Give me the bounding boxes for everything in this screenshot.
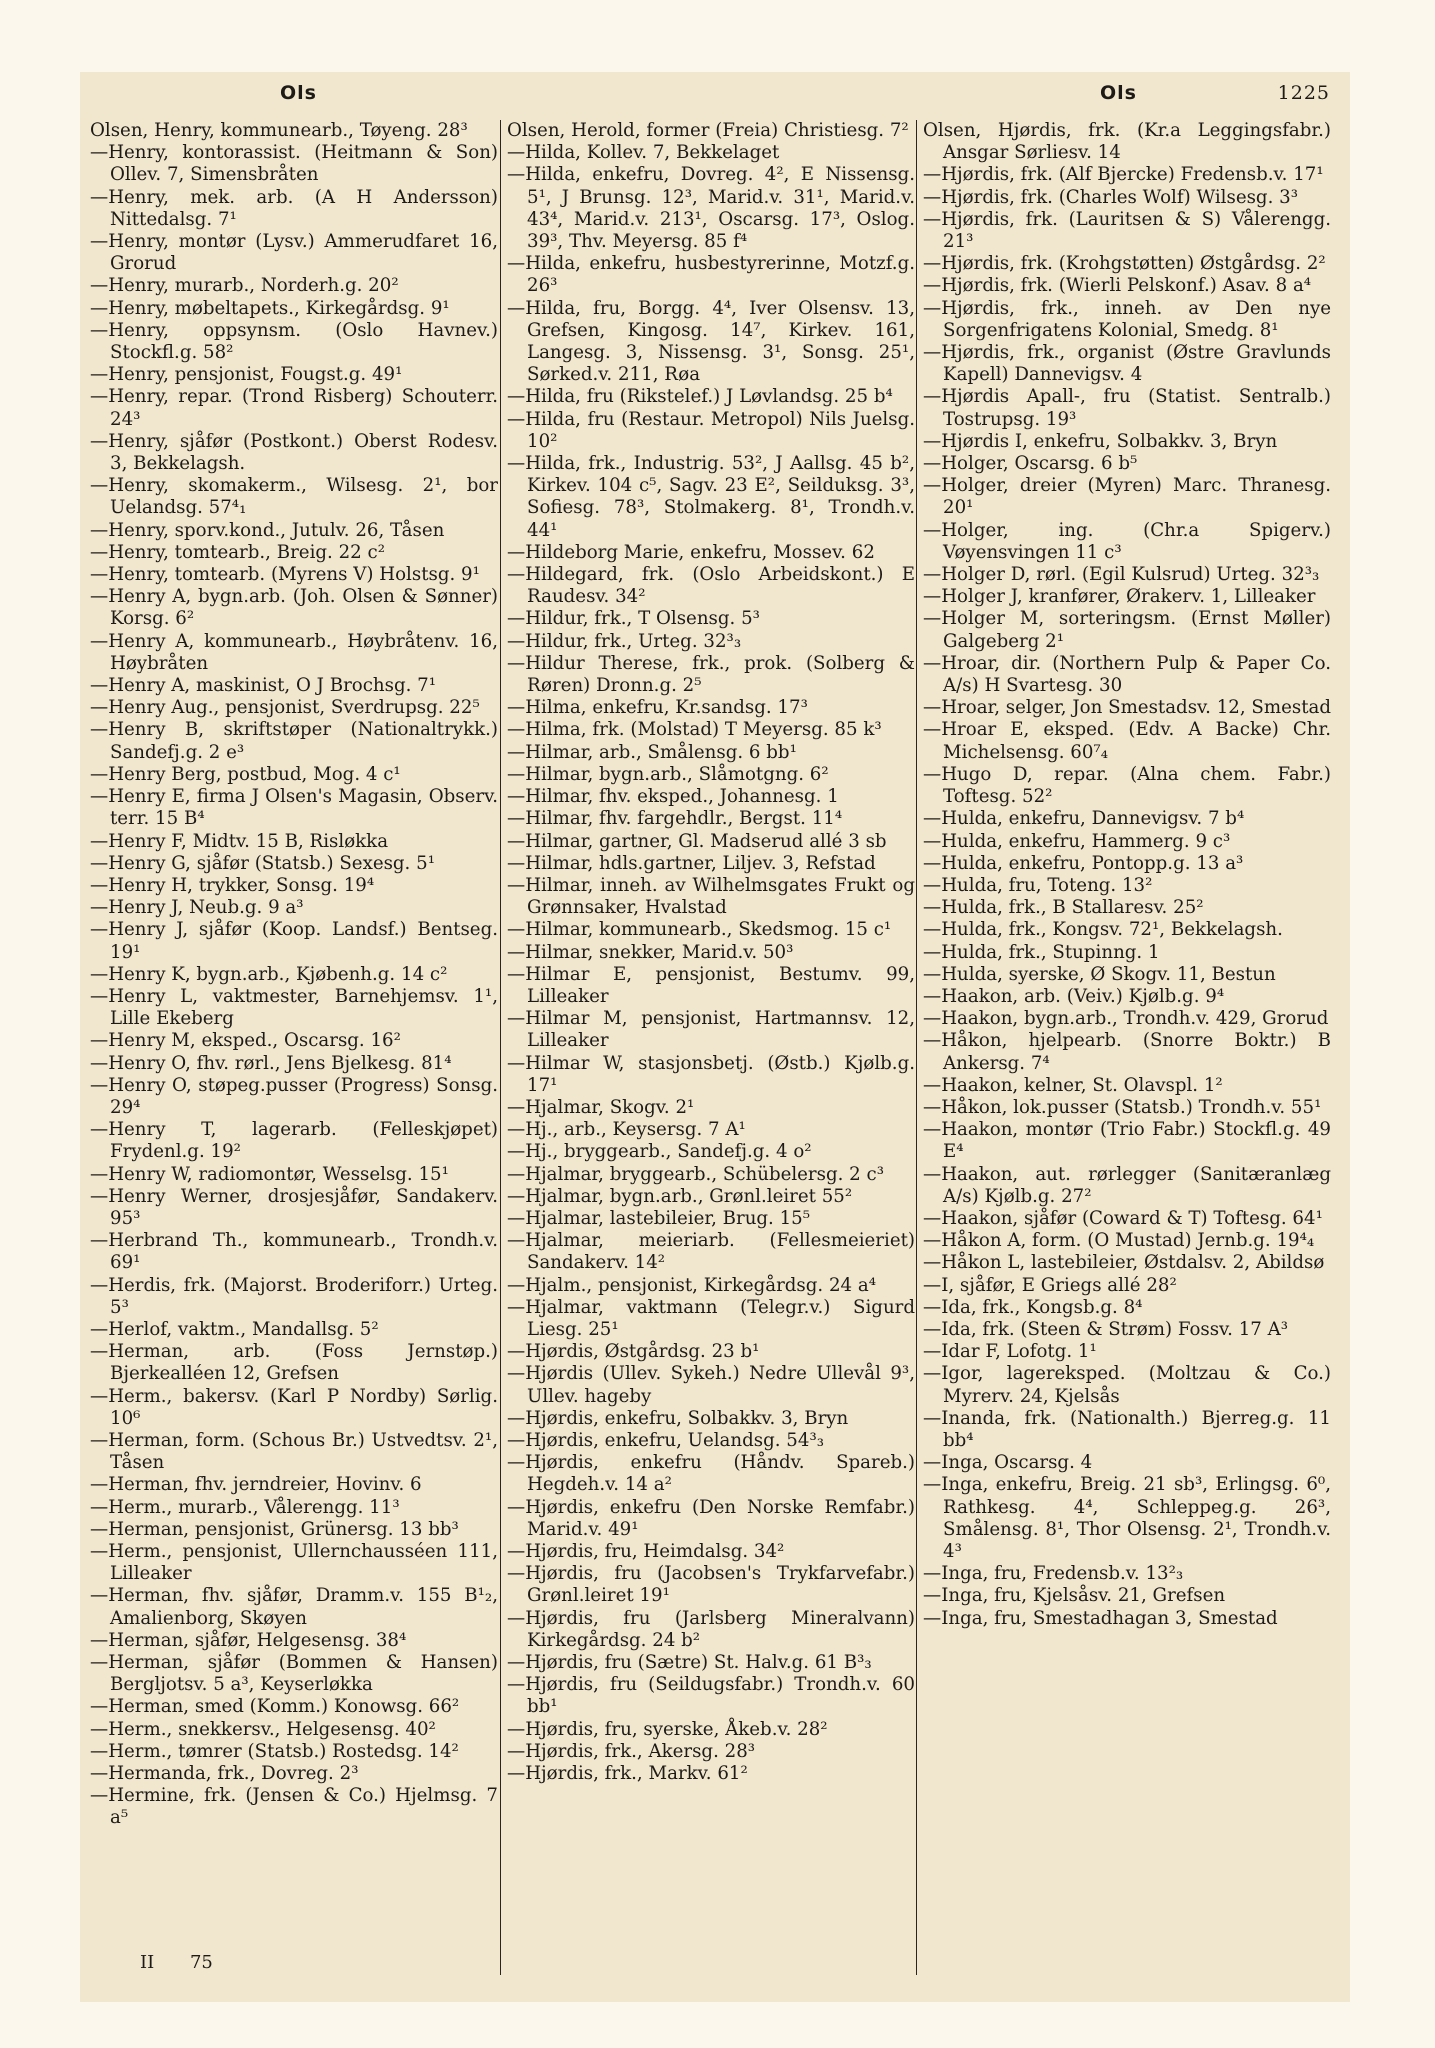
page-number: 1225 (1277, 82, 1330, 104)
page-footer (140, 1952, 243, 1973)
directory-entry: —Hulda, enkefru, Hammerg. 9 c³ (923, 830, 1231, 852)
directory-entry: —Hjørdis, fru, Heimdalsg. 34² (507, 1541, 785, 1562)
directory-entry: —Hildur, frk., T Olsensg. 5³ (507, 608, 760, 630)
directory-entry: —Hjalmar, lastebileier, Brug. 15⁵ (507, 1207, 811, 1229)
directory-entry: —Hjørdis, frk. (Krohgstøtten) Østgårdsg. 2² (923, 253, 1326, 275)
directory-entry: —Henry, mek. arb. (A H Andersson) Nittedalsg. 7¹ (90, 186, 498, 230)
directory-entry: —Haakon, arb. (Veiv.) Kjølb.g. 9⁴ (923, 985, 1225, 1007)
directory-entry: —Haakon, bygn.arb., Trondh.v. 429, Grorud (923, 1008, 1329, 1030)
directory-entry: —Henry O, støpeg.pusser (Progress) Sonsg. 29⁴ (90, 1074, 498, 1118)
directory-entry: —Hilmar, hdls.gartner, Liljev. 3, Refstad (507, 852, 876, 874)
directory-entry: —Hjørdis, frk., inneh. av Den nye Sorgenfrigatens Kolonial, Smedg. 8¹ (923, 297, 1331, 341)
directory-entry: —Håkon, hjelpearb. (Snorre Boktr.) B Ankersg. 7⁴ (923, 1030, 1331, 1074)
directory-entry: —Hjørdis, frk. (Charles Wolf) Wilsesg. 3³ (923, 186, 1298, 208)
directory-entry: —Hjørdis, frk. (Alf Bjercke) Fredensb.v. 17¹ (923, 164, 1324, 186)
directory-entry: Olsen, Hjørdis, frk. (Kr.a Leggingsfabr.) Ansgar Sørliesv. 14 (923, 120, 1331, 164)
directory-entry: —Hilmar, fhv. eksped., Johannesg. 1 (507, 786, 839, 808)
directory-entry: —Hjørdis, fru (Seildugsfabr.) Trondh.v. 60 bb¹ (507, 1674, 915, 1718)
directory-entry: —Hildur, frk., Urteg. 32³₃ (507, 630, 742, 652)
directory-entry: —Hjalmar, bryggearb., Schübelersg. 2 c³ (507, 1163, 884, 1185)
directory-entry: —Ida, frk., Kongsb.g. 8⁴ (923, 1296, 1143, 1318)
directory-entry: —Hilda, enkefru, husbestyrerinne, Motzf.g. 26³ (507, 253, 915, 297)
directory-entry: —Haakon, kelner, St. Olavspl. 1² (923, 1074, 1223, 1096)
directory-entry: —Hilmar, fhv. fargehdlr., Bergst. 11⁴ (507, 808, 843, 830)
directory-entry: —Hilmar M, pensjonist, Hartmannsv. 12, Lilleaker (507, 1008, 915, 1052)
directory-entry: —Hugo D, repar. (Alna chem. Fabr.) Toftesg. 52² (923, 763, 1331, 808)
directory-entry: —Hilmar, kommunearb., Skedsmog. 15 c¹ (507, 919, 892, 941)
directory-entry: —I, sjåfør, E Griegs allé 28² (923, 1274, 1177, 1296)
directory-entry: —Hjørdis Apall-, fru (Statist. Sentralb.) Tostrupsg. 19³ (923, 386, 1331, 430)
directory-entry: —Henry, tomtearb. (Myrens V) Holstsg. 9¹ (90, 564, 480, 586)
directory-entry: —Henry, murarb., Norderh.g. 20² (90, 275, 399, 297)
directory-entry: —Hjørdis (Ullev. Sykeh.) Nedre Ullevål 9³, Ullev. hageby (507, 1363, 915, 1407)
directory-entry: —Herman, arb. (Foss Jernstøp.) Bjerkealléen 12, Grefsen (90, 1341, 498, 1385)
directory-entry: —Hjørdis, frk., Markv. 61² (507, 1763, 748, 1785)
directory-entry: —Hilda, fru, Borgg. 4⁴, Iver Olsensv. 13, Grefsen, Kingosg. 14⁷, Kirkev. 161, Langesg. 3, Nissensg. 3¹, Sonsg. 25¹, Sørked.v. 211, Røa (507, 297, 915, 386)
directory-entry: —Holger, ing. (Chr.a Spigerv.) Vøyensvingen 11 c³ (923, 519, 1331, 563)
directory-entry: —Henry W, radiomontør, Wesselsg. 15¹ (90, 1163, 449, 1185)
directory-entry: —Inga, enkefru, Breig. 21 sb³, Erlingsg. 6⁰, Rathkesg. 4⁴, Schleppeg.g. 26³, Smålensg. 8¹, Thor Olsensg. 2¹, Trondh.v. 4³ (923, 1474, 1331, 1562)
column-1 (90, 120, 498, 1960)
directory-entry: —Hildegard, frk. (Oslo Arbeidskont.) E Raudesv. 34² (507, 564, 915, 608)
directory-entry: —Hjørdis, enkefru (Håndv. Spareb.) Hegdeh.v. 14 a² (507, 1452, 915, 1496)
directory-entry: —Hilma, frk. (Molstad) T Meyersg. 85 k³ (507, 719, 882, 741)
directory-entry: —Henry, skomakerm., Wilsesg. 2¹, bor Uelandsg. 57⁴₁ (90, 475, 498, 519)
directory-entry: —Hjalm., pensjonist, Kirkegårdsg. 24 a⁴ (507, 1274, 877, 1296)
directory-entry: —Henry L, vaktmester, Barnehjemsv. 1¹, Lille Ekeberg (90, 985, 498, 1030)
directory-entry: —Hilmar, bygn.arb., Slåmotgng. 6² (507, 763, 829, 785)
directory-entry: —Henry, oppsynsm. (Oslo Havnev.) Stockfl.g. 58² (90, 319, 498, 364)
directory-entry: —Henry J, sjåfør (Koop. Landsf.) Bentseg. 19¹ (90, 919, 498, 963)
directory-entry: Olsen, Herold, former (Freia) Christiesg. 7² (507, 120, 909, 141)
directory-entry: —Hulda, frk., Kongsv. 72¹, Bekkelagsh. (923, 919, 1283, 941)
directory-entry: —Holger, Oscarsg. 6 b⁵ (923, 453, 1138, 475)
directory-entry: —Hilda, fru (Rikstelef.) J Løvlandsg. 25 b⁴ (507, 386, 893, 408)
directory-entry: —Hjalmar, meieriarb. (Fellesmeieriet) Sandakerv. 14² (507, 1230, 915, 1274)
directory-entry: —Igor, lagereksped. (Moltzau & Co.) Myrerv. 24, Kjelsås (923, 1363, 1331, 1407)
directory-entry: —Herman, sjåfør, Helgesensg. 38⁴ (90, 1629, 407, 1651)
directory-entry: —Hjørdis, enkefru (Den Norske Remfabr.) Marid.v. 49¹ (507, 1496, 915, 1540)
directory-entry: —Holger D, rørl. (Egil Kulsrud) Urteg. 32³₃ (923, 564, 1320, 586)
directory-entry: —Herm., murarb., Vålerengg. 11³ (90, 1496, 400, 1518)
directory-entry: —Hilda, enkefru, Dovreg. 4², E Nissensg. 5¹, J Brunsg. 12³, Marid.v. 31¹, Marid.v. 43⁴, Marid.v. 213¹, Oscarsg. 17³, Oslog. 39³, Thv. Meyersg. 85 f⁴ (507, 164, 915, 253)
directory-entry: —Henry A, bygn.arb. (Joh. Olsen & Sønner) Korsg. 6² (90, 586, 498, 630)
directory-entry: —Hjørdis, frk., organist (Østre Gravlunds Kapell) Dannevigsv. 4 (923, 342, 1331, 386)
directory-entry: —Henry F, Midtv. 15 B, Risløkka (90, 830, 389, 852)
directory-entry: —Hilmar, gartner, Gl. Madserud allé 3 sb (507, 830, 887, 852)
directory-entry: —Håkon A, form. (O Mustad) Jernb.g. 19⁴₄ (923, 1230, 1315, 1252)
directory-entry: —Håkon, lok.pusser (Statsb.) Trondh.v. 55¹ (923, 1096, 1322, 1118)
directory-entry: —Henry E, firma J Olsen's Magasin, Observ. terr. 15 B⁴ (90, 786, 498, 830)
directory-entry: —Idar F, Lofotg. 1¹ (923, 1341, 1097, 1363)
directory-entry: —Holger J, kranfører, Ørakerv. 1, Lilleaker (923, 586, 1316, 608)
directory-entry: —Hroar, selger, Jon Smestadsv. 12, Smestad (923, 697, 1331, 719)
directory-entry: —Herman, form. (Schous Br.) Ustvedtsv. 2¹, Tåsen (90, 1429, 498, 1474)
directory-entry: Olsen, Henry, kommunearb., Tøyeng. 28³ (90, 120, 468, 141)
directory-entry: —Haakon, montør (Trio Fabr.) Stockfl.g. 49 E⁴ (923, 1119, 1331, 1163)
signature-mark: II (140, 1952, 155, 1973)
directory-entry: —Henry A, maskinist, O J Brochsg. 7¹ (90, 675, 437, 697)
directory-entry: —Henry K, bygn.arb., Kjøbenh.g. 14 c² (90, 963, 448, 985)
directory-entry: —Herman, pensjonist, Grünersg. 13 bb³ (90, 1518, 459, 1540)
header-guide-word-right: Ols (1100, 82, 1137, 104)
directory-entry: —Hilda, Kollev. 7, Bekkelaget (507, 142, 780, 164)
directory-entry: —Henry, montør (Lysv.) Ammerudfaret 16, Grorud (90, 231, 498, 275)
directory-entry: —Hulda, syerske, Ø Skogv. 11, Bestun (923, 963, 1276, 985)
directory-entry: —Hulda, enkefru, Pontopp.g. 13 a³ (923, 852, 1244, 874)
directory-entry: —Herman, sjåfør (Bommen & Hansen) Bergljotsv. 5 a³, Keyserløkka (90, 1652, 498, 1696)
directory-entry: —Hjørdis, Østgårdsg. 23 b¹ (507, 1341, 760, 1363)
directory-entry: —Hjørdis, fru (Jacobsen's Trykfarvefabr.) Grønl.leiret 19¹ (507, 1563, 915, 1607)
directory-entry: —Hilmar W, stasjonsbetj. (Østb.) Kjølb.g. 17¹ (507, 1052, 915, 1096)
directory-entry: —Hilda, frk., Industrig. 53², J Aallsg. 45 b², Kirkev. 104 c⁵, Sagv. 23 E², Seilduksg. 3³, Sofiesg. 78³, Stolmakerg. 8¹, Trondh.v. 44¹ (507, 453, 915, 541)
directory-entry: —Hermine, frk. (Jensen & Co.) Hjelmsg. 7 a⁵ (90, 1785, 498, 1829)
directory-entry: —Henry Werner, drosjesjåfør, Sandakerv. 95³ (90, 1185, 498, 1229)
directory-entry: —Hjørdis, frk., Akersg. 28³ (507, 1740, 756, 1762)
directory-entry: —Hjørdis, fru (Sætre) St. Halv.g. 61 B³₃ (507, 1652, 872, 1674)
directory-entry: —Hjørdis, frk. (Wierli Pelskonf.) Asav. 8 a⁴ (923, 275, 1312, 297)
directory-entry: —Henry B, skriftstøper (Nationaltrykk.) Sandefj.g. 2 e³ (90, 719, 498, 763)
directory-entry: —Inga, fru, Kjelsåsv. 21, Grefsen (923, 1585, 1226, 1607)
directory-entry: —Henry T, lagerarb. (Felleskjøpet) Frydenl.g. 19² (90, 1119, 498, 1163)
column-divider (500, 120, 501, 1975)
directory-entry: —Herman, fhv. jerndreier, Hovinv. 6 (90, 1474, 422, 1496)
directory-entry: —Herm., snekkersv., Helgesensg. 40² (90, 1718, 436, 1740)
directory-entry: —Hilmar, inneh. av Wilhelmsgates Frukt og Grønnsaker, Hvalstad (507, 874, 915, 919)
column-divider (916, 120, 917, 1975)
directory-entry: —Hermanda, frk., Dovreg. 2³ (90, 1763, 359, 1785)
directory-entry: —Herm., tømrer (Statsb.) Rostedsg. 14² (90, 1740, 459, 1762)
directory-entry: —Haakon, sjåfør (Coward & T) Toftesg. 64¹ (923, 1207, 1323, 1229)
directory-entry: —Herman, fhv. sjåfør, Dramm.v. 155 B¹₂, Amalienborg, Skøyen (90, 1585, 498, 1629)
directory-entry: —Hjørdis I, enkefru, Solbakkv. 3, Bryn (923, 430, 1278, 452)
directory-entry: —Henry H, trykker, Sonsg. 19⁴ (90, 874, 375, 896)
directory-entry: —Hilmar E, pensjonist, Bestumv. 99, Lilleaker (507, 963, 915, 1007)
directory-entry: —Inga, fru, Smestadhagan 3, Smestad (923, 1607, 1278, 1629)
directory-entry: —Henry O, fhv. rørl., Jens Bjelkesg. 81⁴ (90, 1052, 452, 1074)
page-header (80, 82, 1350, 112)
directory-entry: —Hilmar, snekker, Marid.v. 50³ (507, 941, 794, 963)
directory-entry: —Holger M, sorteringsm. (Ernst Møller) Galgeberg 2¹ (923, 608, 1331, 652)
directory-entry: —Henry Berg, postbud, Mog. 4 c¹ (90, 763, 401, 785)
directory-entry: —Herman, smed (Komm.) Konowsg. 66² (90, 1696, 460, 1718)
directory-entry: —Henry, kontorassist. (Heitmann & Son) Ollev. 7, Simensbråten (90, 142, 498, 186)
header-guide-word-left: Ols (280, 82, 317, 104)
directory-entry: —Henry, pensjonist, Fougst.g. 49¹ (90, 364, 403, 386)
directory-entry: —Håkon L, lastebileier, Østdalsv. 2, Abildsø (923, 1252, 1325, 1274)
directory-entry: —Hulda, frk., Stupinng. 1 (923, 941, 1160, 963)
directory-entry: —Henry A, kommunearb., Høybråtenv. 16, Høybråten (90, 630, 498, 674)
directory-entry: —Hjalmar, bygn.arb., Grønl.leiret 55² (507, 1185, 853, 1207)
directory-entry: —Henry, tomtearb., Breig. 22 c² (90, 541, 385, 563)
directory-entry: —Hulda, fru, Toteng. 13² (923, 874, 1153, 896)
column-2 (507, 120, 915, 1960)
directory-entry: —Herbrand Th., kommunearb., Trondh.v. 69¹ (90, 1230, 498, 1274)
directory-entry: —Henry M, eksped., Oscarsg. 16² (90, 1030, 401, 1052)
directory-entry: —Herdis, frk. (Majorst. Broderiforr.) Urteg. 5³ (90, 1274, 498, 1318)
directory-entry: —Herlof, vaktm., Mandallsg. 5² (90, 1318, 379, 1340)
directory-entry: —Haakon, aut. rørlegger (Sanitæranlæg A/s) Kjølb.g. 27² (923, 1163, 1331, 1207)
directory-entry: —Hjørdis, fru (Jarlsberg Mineralvann) Kirkegårdsg. 24 b² (507, 1607, 915, 1651)
directory-entry: —Henry, møbeltapets., Kirkegårdsg. 9¹ (90, 297, 450, 319)
sheet-number: 75 (189, 1952, 213, 1973)
directory-entry: —Hilda, fru (Restaur. Metropol) Nils Juelsg. 10² (507, 408, 915, 452)
directory-entry: —Hulda, frk., B Stallaresv. 25² (923, 897, 1204, 919)
directory-entry: —Henry, sjåfør (Postkont.) Oberst Rodesv. 3, Bekkelagsh. (90, 430, 498, 475)
directory-entry: —Henry Aug., pensjonist, Sverdrupsg. 22⁵ (90, 697, 480, 719)
directory-entry: —Inga, fru, Fredensb.v. 13²₃ (923, 1563, 1184, 1585)
directory-entry: —Henry, repar. (Trond Risberg) Schouterr. 24³ (90, 386, 498, 430)
directory-entry: —Hjørdis, enkefru, Solbakkv. 3, Bryn (507, 1407, 849, 1429)
directory-entry: —Henry J, Neub.g. 9 a³ (90, 897, 304, 919)
directory-entry: —Hjørdis, frk. (Lauritsen & S) Vålerengg. 21³ (923, 208, 1331, 253)
directory-entry: —Hjalmar, vaktmann (Telegr.v.) Sigurd Liesg. 25¹ (507, 1296, 915, 1340)
directory-entry: —Ida, frk. (Steen & Strøm) Fossv. 17 A³ (923, 1318, 1289, 1340)
directory-page (80, 72, 1350, 2002)
directory-entry: —Hildur Therese, frk., prok. (Solberg & Røren) Dronn.g. 2⁵ (507, 652, 915, 697)
directory-entry: —Hroar E, eksped. (Edv. A Backe) Chr. Michelsensg. 60⁷₄ (923, 719, 1331, 763)
directory-entry: —Hj., bryggearb., Sandefj.g. 4 o² (507, 1141, 812, 1163)
directory-entry: —Hilma, enkefru, Kr.sandsg. 17³ (507, 697, 808, 719)
directory-entry: —Hjørdis, enkefru, Uelandsg. 54³₃ (507, 1429, 825, 1451)
directory-entry: —Henry, sporv.kond., Jutulv. 26, Tåsen (90, 519, 445, 541)
directory-entry: —Henry G, sjåfør (Statsb.) Sexesg. 5¹ (90, 852, 435, 874)
directory-entry: —Herm., pensjonist, Ullernchausséen 111, Lilleaker (90, 1541, 498, 1585)
directory-entry: —Hulda, enkefru, Dannevigsv. 7 b⁴ (923, 808, 1245, 830)
directory-entry: —Hjalmar, Skogv. 2¹ (507, 1096, 695, 1118)
directory-entry: —Inanda, frk. (Nationalth.) Bjerreg.g. 11 bb⁴ (923, 1407, 1331, 1451)
column-3 (923, 120, 1331, 1960)
directory-entry: —Hj., arb., Keysersg. 7 A¹ (507, 1119, 746, 1141)
directory-entry: —Inga, Oscarsg. 4 (923, 1452, 1093, 1474)
directory-entry: —Hroar, dir. (Northern Pulp & Paper Co. A/s) H Svartesg. 30 (923, 652, 1331, 697)
directory-entry: —Herm., bakersv. (Karl P Nordby) Sørlig. 10⁶ (90, 1385, 498, 1429)
directory-entry: —Holger, dreier (Myren) Marc. Thranesg. 20¹ (923, 475, 1331, 519)
directory-entry: —Hildeborg Marie, enkefru, Mossev. 62 (507, 541, 875, 563)
directory-entry: —Hilmar, arb., Smålensg. 6 bb¹ (507, 741, 797, 763)
directory-entry: —Hjørdis, fru, syerske, Åkeb.v. 28² (507, 1718, 828, 1740)
